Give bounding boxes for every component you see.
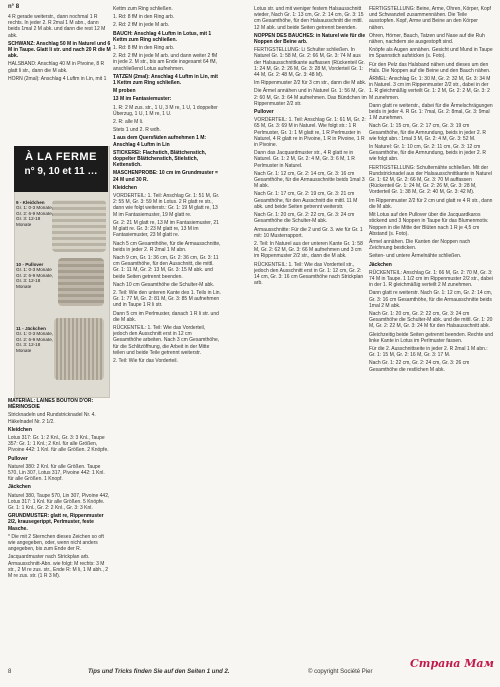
label-title: 11 - Jäckchen [16,326,46,331]
paragraph: FERTIGSTELLUNG: Beine, Arme, Ohren, Körper, Kopf und Schwanzteil zusammennähen. Die Teile ausstopfen. Kopf, Arme und Beine an den Körper nähen. [369,6,491,31]
paragraph: MATERIAL: LAINES BOUTON D'OR: MÉRINOSOIE [8,398,94,411]
paragraph: Nach Gr. 1: 22 cm, Gr. 2: 24 cm, Gr. 3: 26 cm Gesamthöhe die restlichen M abk. [369,360,470,373]
column-1-top [8,14,111,142]
watermark: Страна Мам [410,657,494,670]
paragraph: Nach Gr. 1: 15 cm, Gr. 2: 17 cm, Gr. 3: 19 cm Gesamthöhe, für die Armrundung, beids in jeder 2. R wie folgt abn.: 1mal 3 M, Gr. 2: 4 M, Gr. 3: 52 M. [369,123,487,142]
size: Gr. 1: 0-3 Monate [16,267,52,273]
paragraph: Mit Lotus auf den Pullover über die Jacquardkaros stickend und 3 Noppen in Taupe für das Blumenmotiv. Noppen in die Mitte der Blüten nach 1 R je 4,5 cm Abstand (s. Foto). [369,212,489,237]
paragraph: 2. R: alle M li. [113,119,144,126]
size: Gr. 1: 0-3 Monate, [16,331,54,337]
label-title: 10 - Pullover [16,262,44,267]
paragraph: BAUCH: Anschlag 4 Luftm in Lotus, mit 1 Kettm zum Ring schließen. [113,30,212,43]
paragraph: HORN (2mal): Anschlag 4 Luftm in Lin, mit 1 [8,75,107,82]
paragraph: Stricknadeln und Rundstricknadel Nr. 4. Häkelnadel Nr. 2 1/2. [8,412,96,425]
paragraph: Für den Pelz das Halsband nähen und dieses um den Hals. Die Noppen auf die Beine und den Bauch nähen. [369,61,491,74]
paragraph: Dann glatt re weiterstr., dabei für die Ärmelschrägungen beids in jeder 4. R Gr. 1: 7mal, Gr. 2: 8mal, Gr. 3: 9mal 1 M zunehmen. [369,102,493,122]
paragraph: Nach Gr. 1: 20 cm, Gr. 2: 22 cm, Gr. 3: 24 cm Gesamthöhe die Schulter-M abk. [254,212,355,225]
paragraph: Nach Gr. 1: 20 cm, Gr. 2: 22 cm, Gr. 3: 24 cm Gesamthöhe die Schulter-M abk. und die mittl. Gr. 1: 20 M, Gr. 2: 22 M, Gr. 3: 24 M für den Halsausschnitt abk. [369,310,493,330]
paragraph: VORDERTEIL: 1. Teil: Anschlag Gr. 1: 61 M, Gr. 2: 65 M, Gr. 3: 69 M in Naturel. Wie folgt str.: 1 R Perlmuster, Gr. 1: 1 M glatt re, 1 R Perlmuster in Naturel, 4 R glatt re in Pivoine, 1 R in Pivoine, 1 R in Pivoine. [254,117,366,149]
paragraph: Armausschnitte: Für die 2 und Gr. 3. wie für Gr. 1 mit: 10 Musterrapport. [254,226,363,239]
column-4 [369,6,493,656]
paragraph: 1. R: 2 M zus. str., 1 U, 3 M re, 1 U, 1 doppelter Überzug, 1 U, 1 M re, 1 U. [113,104,218,117]
paragraph: FERTIGSTELLUNG: Li Schulter schließen. In Naturel Gr. 1: 58 M, Gr. 2: 66 M, Gr. 3: 74 M aus der Halsausschnittkante auffassen (Rückenteil Gr. 1: 24 M, Gr. 2: 26 M, Gr. 3: 28 M, Vorderteil Gr. 1: 44 M, Gr. 2: 48 M, Gr. 3: 48 M). [254,47,365,79]
title-line-2: n° 9, 10 et 11 … [24,166,98,177]
paragraph: Nach 10 cm Gesamthöhe die Schulter-M abk. [113,281,215,288]
paragraph: TATZEN (2mal): Anschlag 4 Luftm in Lin, mit 1 Kettm zum Ring schließen. [113,73,218,87]
paragraph: Lotus str. und mit weniger festem Halsausschnitt wieder, Nach Gr. 1: 13 cm, Gr. 2: 14 cm, Gr. 3: 15 cm Gesamthöhe, für den Halsausschnitt die mittl. 12 M abk. und beide Seiten getrennt beenden. [254,6,364,31]
paragraph: Ärmel annähen. Die Kanten der Noppen nach Zeichnung besticken. [369,238,471,252]
paragraph: 2. Teil: Wie den unteren Kante des 1. Teils in Lin. Gr. 1: 77 M, Gr. 2: 81 M, Gr. 3: 85 M aufnehmen und in Taupe 1 R li str. [113,289,221,309]
paragraph: HALSBAND: Anschlag 40 M in Pivoine, 8 R glatt li str., dann die M abk. [8,61,105,74]
paragraph: Nach 9 cm, Gr. 1: 36 cm, Gr. 2: 36 cm, Gr. 3: 11 cm Gesamthöhe, für den Ausschnitt, die mittl. Gr. 1: 11 M, Gr. 2: 13 M, Gr. 3: 15 M abk. und beide Seiten getrennt beenden. [113,254,219,280]
paragraph: Gleichzeitig beide Seiten getrennt beenden. Rechte und linke Kante in Lotus im Perlmuster fassen. [369,331,493,344]
subheading: Kleidchen [8,426,32,433]
label-title: 9 - Kleidchen [16,200,45,205]
paragraph: Im Rippenmuster 2/2 für 2 cm und glatt re 4 R str., dann die M abk. [369,197,493,210]
paragraph: MASCHENPROBE: 10 cm im Grundmuster = 24 M und 30 R. [113,170,218,183]
paragraph: Nach Gr. 1: 12 cm, Gr. 2: 14 cm, Gr. 3: 16 cm Gesamthöhe, für die Armausschnitte beids 1mal 3 M abk. [254,170,365,190]
paragraph: M proben [113,88,136,95]
paragraph: VORDERTEIL: 1. Teil: Anschlag Gr. 1: 51 M, Gr. 2: 55 M, Gr. 3: 59 M in Lotus. 2 R glatt re str., dann wie folgt weiterstr.: Gr. 1: 19 M glatt re, 13 M im Fantasiemuster, 19 M glatt re. [113,193,220,218]
paragraph: Kettm zum Ring schließen. [113,6,173,12]
size: Gr. 3: 12-18 Monate [16,278,41,289]
title-line-1: À LA FERME [25,151,97,163]
paragraph: Gr. 2: 21 M glatt re, 13 M im Fantasiemuster, 21 M glatt re. Gr. 3: 23 M glatt re, 13 M im Fantasiemuster, 23 M glatt re. [113,219,219,239]
paragraph: * Die mit 2 Sternchen dieses Zeichen so oft wie angegeben, oder, wenn nicht anders angegeben, bis zum Ende der R. [8,533,104,553]
paragraph: FERTIGSTELLUNG: Schulternähte schließen. Mit der Rundstricknadel aus der Halsausschnittkante in Naturel Gr. 1: 62 M, Gr. 2: 66 M, Gr. 3: 70 M auffassen (Rückenteil Gr. 1: 24 M, Gr. 2: 26 M, Gr. 3: 28 M, Vorderteil Gr. 1: 38 M, Gr. 2: 40 M, Gr. 3: 42 M). [369,164,492,196]
paragraph: Naturel 380: 2 Knl. für alle Größen. Taupe 570, Lin 307, Lotus 317, Pivoine 442: 1 Knl. für alle Größen. 1 Knopf. [8,463,105,483]
paragraph: ÄRMEL: Anschlag Gr. 1: 30 M, Gr. 2: 32 M, Gr. 3: 34 M in Naturel. 3 cm im Rippenmuster 2/2 str., dabei in der 1. R gleichmäßig verteilt Gr. 1: 2 M, Gr. 2: 2 M, Gr. 3: 2 M zunehmen. [369,76,491,101]
paragraph: Ohren, Hörner, Bauch, Tatzen und Nase auf die Ruh nähen, nachdem sie ausgestopft sind. [369,32,485,46]
paragraph: 2. Teil: In Naturel aus der unteren Kante Gr. 1: 58 M, Gr. 2: 62 M, Gr. 3: 66 M aufnehmen und 3 cm im Rippenmuster 2/2 str., dann die M abk. [254,240,363,260]
size: Gr. 2: 6-9 Monate, [16,272,54,278]
page-number: 8 [8,669,12,675]
paragraph: Jacquardmuster nach Strickplan arb. Armausschnitt-Abn. wie folgt: M rechts: 3 M str., 2 M re zus. str., Ende R: M li, 1 M abh., 2 M re zus. str. (1 R 3 M). [8,554,109,580]
column-2 [113,6,221,656]
size: Gr. 2: 6-9 Monate, [16,336,54,342]
paragraph: Für die 2. Ausschnittseite in jeder 2. R 2mal 1 M abn.: Gr. 1: 15 M, Gr. 2: 16 M, Gr. 3: 17 M. [369,345,488,359]
title-banner [14,146,108,192]
paragraph: 1 aus dem Quersfäden aufnehmen 1 M: Anschlag 4 Luftm in Lin [113,135,207,148]
label-kleidchen [16,200,56,227]
paragraph: Dann glatt re weiterstr. Nach Gr. 1: 12 cm, Gr. 2: 14 cm, Gr. 3: 16 cm Gesamthöhe, für die Armausschnitte beids 1mal 2 M abk. [369,290,493,309]
subheading: Jäckchen [8,484,31,491]
copyright-note: © copyright Société Pier [308,669,373,675]
paragraph: Dann 5 cm im Perlmuster, danach 1 R li str. und die M abk. [113,310,219,323]
pullover-photo [58,258,104,306]
tips-note: Tips und Tricks finden Sie auf den Seiten 1 und 2. [88,669,230,675]
paragraph: 13 M im Fantasiemuster: [113,96,172,103]
label-pullover [16,262,56,289]
size: Gr. 3: 12-18 Monate [16,342,41,353]
paragraph: 2. Rd: 2 fM in jede M arb. und dann weiter 2 fM in jede 2. M str., bis am Ende insgesamt 64 fM, anschließend Lotus aufnehmen. [113,53,218,72]
paragraph: 2. Teil: Wie für das Vorderteil. [113,357,178,364]
paragraph: NOPPEN DES BAUCHES: in Naturel wie für die Noppen der Beine arb. [254,32,366,46]
jacket-photo [54,318,104,380]
size: Gr. 2: 6-9 Monate, [16,210,54,216]
paragraph: Nach Gr. 1: 17 cm, Gr. 2: 19 cm, Gr. 3: 21 cm Gesamthöhe, für den Ausschnitt die mittl. 11 M abk. und beide Seiten getrennt weiterstr. [254,191,358,210]
paragraph: STICKEREI: Flachstich, Blättchenstich, doppelter Blättchenstich, Stielstich, Kettenstich. [113,149,207,169]
subheading: Pullover [8,455,28,462]
paragraph: Stets 1 und 2. R wdh. [113,127,161,134]
paragraph: GRUNDMUSTER: glatt re, Rippenmuster 2/2, krausegerippt, Perlmuster, feste Masche. [8,513,104,532]
paragraph: Lotus 317: Gr. 1: 2 Knl., Gr. 3: 3 Knl., Taupe 357: Gr. 1: 1 Knl.; 2 Knl. für alle Größen, Pivoine 442: 1 Knl. für alle Größen. 2 Knöpfe. [8,435,109,454]
size: Gr. 1: 0-3 Monate, [16,205,54,211]
paragraph: 2. Rd: 2 fM in jede M arb. [113,22,170,29]
paragraph: Nach 5 cm Gesamthöhe, für die Armausschnitte, beids in jeder 2. R 2mal 1 M abn. [113,240,221,253]
paragraph: Seiten- und untere Ärmelnähte schließen. [369,253,462,260]
column-3 [254,6,368,656]
column-1-bottom [8,398,111,658]
dress-photo [52,200,106,252]
paragraph: In Naturel: Gr. 1: 10 cm, Gr. 2: 11 cm, Gr. 3: 12 cm Gesamthöhe, für die Armrundung, beids in jeder 2. R wie folgt abn. [369,144,487,163]
paragraph: Knöpfe als Augen annähen. Gesicht und Mund in Taupe im Spannstich aufsticken (s. Foto). [369,47,493,60]
size: Gr. 3: 12-18 Monate [16,216,41,227]
paragraph: Naturel 380, Taupe 570, Lin 307, Pivoine 442, Lotus 317: 1 Knl. für alle Größen. 5 Knöpfe. Gr. 1: 1 Knl., Gr. 2: 2 Knl., Gr. 3: 3 Knl. [8,492,110,512]
paragraph: RÜCKENTEIL: 1. Teil: Wie das Vorderteil, jedoch den Ausschnitt erst in 12 cm Gesamthöhe arbeiten. Nach 3 cm Gesamthöhe, für die Schlitzöffnung, die Arbeit in der Mitte teilen und beide Teile getrennt weiterstr. [113,324,220,356]
subheading: Pullover [254,109,274,116]
paragraph: SCHWANZ: Anschlag 50 M in Naturel und 6 M in Taupe. Glatt li str. und nach 20 R die M abk. [8,40,111,60]
subheading: Kleidchen [113,184,137,191]
paragraph: 1. Rd: 8 fM in den Ring arb. [113,14,175,21]
paragraph: Die Ärmel annähen und in Naturel Gr. 1: 56 M, Gr. 2: 60 M, Gr. 3: 64 M aufnehmen. Das Bündchen im Rippenmuster 2/2 str. [254,88,367,107]
paragraph: 1. Rd: 8 fM in den Ring arb. [113,45,175,52]
paragraph: Dann das Jacquardmuster str., 4 R glatt re in Naturel. Gr. 1: 2 M, Gr. 2: 4 M, Gr. 3: 6 M, 1 R Perlmuster in Naturel. [254,150,355,169]
paragraph: 4 R gerade weiterstr., dann nochmal 1 R rechts. In jeder 2. R 2mal 1 M abn., dann beids 1mal 2 M abk. und dann die rest 12 M abk. [8,14,106,39]
subheading: Jäckchen [369,261,392,268]
paragraph: RÜCKENTEIL: 1. Teil: Wie das Vorderteil str., jedoch den Ausschnitt erst in Gr. 1: 12 cm, Gr. 2: 14 cm, Gr. 3: 16 cm Gesamthöhe nach Strickplan arb. [254,261,364,287]
label-jaeckchen [16,326,56,353]
paragraph: RÜCKENTEIL: Anschlag Gr. 1: 66 M, Gr. 2: 70 M, Gr. 3: 74 M in Taupe. 1 1/2 cm im Rippenmuster 2/2 str., dabei in der 1. R gleichmäßig verteilt 2 M zunehmen. [369,269,493,289]
page-marker: n° 8 [8,4,20,10]
paragraph: Im Rippenmuster 2/2 für 3 cm str., dann die M abk. [254,80,367,87]
